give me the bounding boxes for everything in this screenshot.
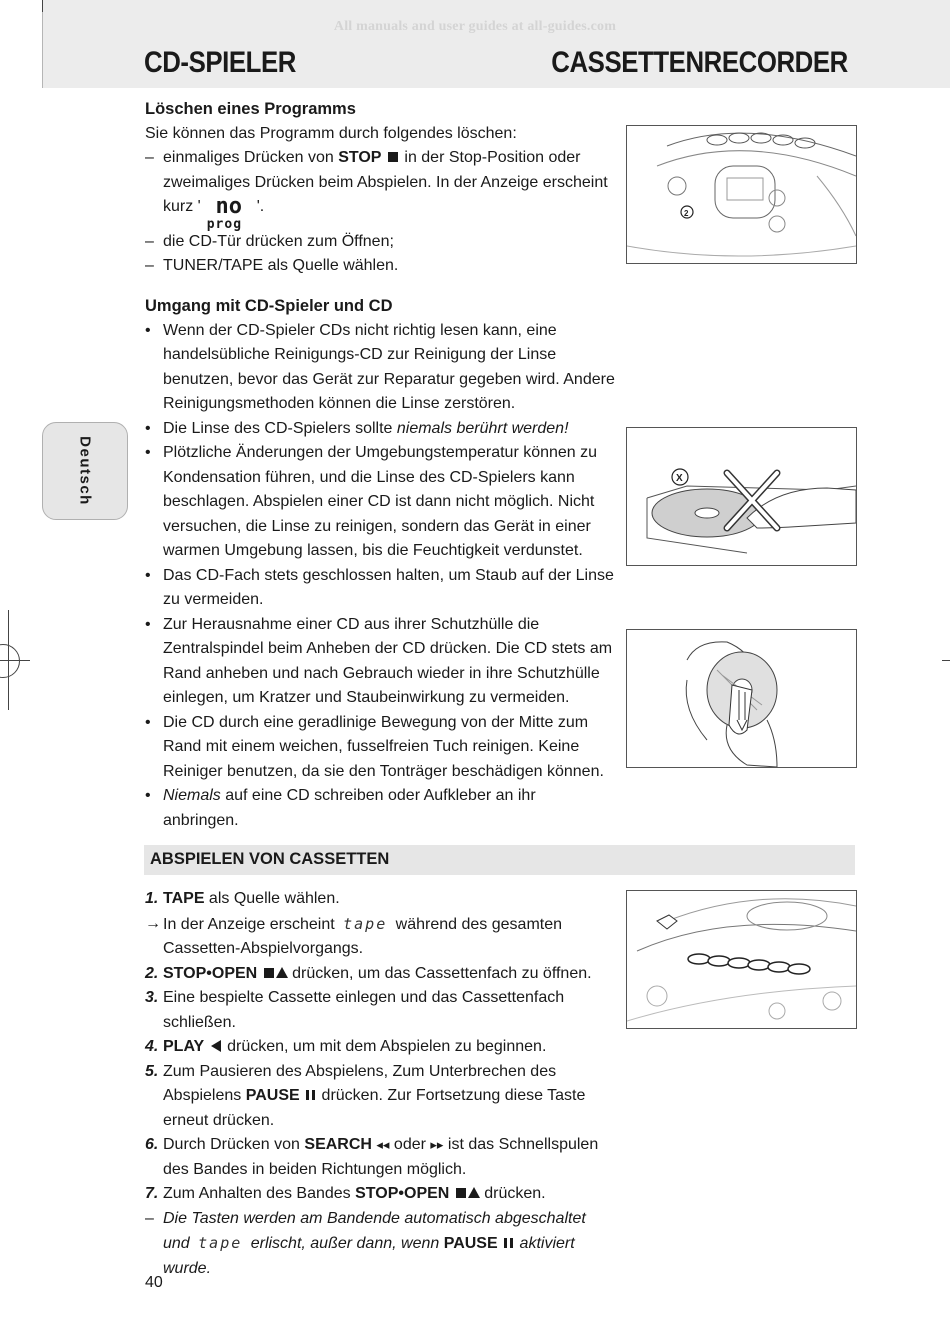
crop-mark <box>942 660 950 661</box>
language-tab-label: Deutsch <box>76 436 94 506</box>
fast-forward-icon: ▸▸ <box>430 1137 444 1152</box>
lens-warning-illustration <box>626 427 857 566</box>
step-2: 2. STOP•OPEN drücken, um das Cassettenfach zu öffnen. <box>145 964 592 982</box>
pause-icon <box>306 1090 315 1100</box>
play-icon <box>211 1040 221 1052</box>
step-1-note: → In der Anzeige erscheint tape während des gesamten Cassetten-Abspielvorgangs. <box>145 912 615 962</box>
cd-care-item: • Wenn der CD-Spieler CDs nicht richtig lesen kann, eine handelsübliche Reinigungs-CD zur Reinigung der Linse benutzen, bevor das Gerät zur Reparatur gegeben wird. Andere Reinigungsmethoden können die Linse zerstören. <box>145 321 615 412</box>
step-3: 3. Eine bespielte Cassette einlegen und das Cassettenfach schließen. <box>145 989 565 1031</box>
cassette-buttons-illustration <box>626 890 857 1029</box>
cassette-steps <box>145 887 615 1281</box>
step-7: 7. Zum Anhalten des Bandes STOP•OPEN drücken. <box>145 1185 546 1202</box>
cassette-buttons-drawing <box>627 891 856 1028</box>
clear-program-item: – TUNER/TAPE als Quelle wählen. <box>145 257 399 274</box>
cd-care-item: • Die CD durch eine geradlinige Bewegung von der Mitte zum Rand mit einem weichen, fusselfreien Tuch reinigen. Keine Reiniger benutzen, da sie den Tonträger beschädigen können. <box>145 713 604 780</box>
clear-program-intro: Sie können das Programm durch folgendes löschen: <box>145 124 517 142</box>
stop-icon <box>456 1188 466 1198</box>
header-left-title: CD-SPIELER <box>144 46 296 79</box>
cassette-section-bar <box>144 845 855 875</box>
rewind-icon: ◂◂ <box>376 1137 390 1152</box>
crop-mark <box>42 0 43 12</box>
header-right-title: CASSETTENRECORDER <box>551 46 848 79</box>
language-tab <box>42 422 128 520</box>
registration-mark <box>0 644 20 678</box>
cd-care-section <box>145 294 615 833</box>
clear-program-heading: Löschen eines Programms <box>145 100 356 118</box>
cassette-note: – Die Tasten werden am Bandende automatisch abgeschaltet und tape erlischt, außer dann, wenn PAUSE aktiviert wurde. <box>145 1209 586 1277</box>
cd-care-heading: Umgang mit CD-Spieler und CD <box>145 297 393 315</box>
clear-program-section <box>145 97 615 279</box>
display-tape: tape <box>343 914 388 933</box>
cd-care-item: • Das CD-Fach stets geschlossen halten, um Staub auf der Linse zu vermeiden. <box>145 566 614 608</box>
step-6: 6. Durch Drücken von SEARCH ◂◂ oder ▸▸ ist das Schnellspulen des Bandes in beiden Richtungen möglich. <box>145 1136 599 1178</box>
step-1: 1. TAPE als Quelle wählen. <box>145 890 340 907</box>
step-5: 5. Zum Pausieren des Abspielens, Zum Unterbrechen des Abspielens PAUSE drücken. Zur Fortsetzung diese Taste erneut drücken. <box>145 1062 586 1129</box>
cassette-section-title: ABSPIELEN VON CASSETTEN <box>150 850 390 868</box>
display-no-prog: no prog <box>206 194 243 232</box>
cd-care-item: • Plötzliche Änderungen der Umgebungstemperatur können zu Kondensation führen, und die Linse des CD-Spielers kann beschlagen. Abspielen einer CD ist dann nicht möglich. Nicht versuchen, die Linse zu reinigen, sondern das Gerät in einer warmen Umgebung lassen, bis die Feuchtigkeit verdunstet. <box>145 444 598 559</box>
cd-care-item: • Niemals auf eine CD schreiben oder Aufkleber an ihr anbringen. <box>145 787 536 829</box>
cd-care-item: • Die Linse des CD-Spielers sollte niemals berührt werden! <box>145 419 569 437</box>
cd-care-item: • Zur Herausnahme einer CD aus ihrer Schutzhülle die Zentralspindel beim Anheben der CD drücken. Die CD stets am Rand anheben und nach Gebrauch wieder in ihre Schutzhülle einlegen, um Kratzer und Staubeinwirkung zu vermeiden. <box>145 615 613 706</box>
pause-icon <box>504 1238 513 1248</box>
eject-icon <box>276 967 288 978</box>
stop-icon <box>264 968 274 978</box>
clear-program-item: – einmaliges Drücken von STOP in der Stop-Position oder zweimaliges Drücken beim Abspielen. In der Anzeige erscheint kurz ' no prog '. <box>145 149 608 232</box>
stop-icon <box>388 152 398 162</box>
eject-icon <box>468 1187 480 1198</box>
cd-handling-illustration <box>626 629 857 768</box>
display-tape: tape <box>198 1234 243 1252</box>
arrow-right-icon: → <box>145 914 161 932</box>
page-number: 40 <box>145 1274 163 1291</box>
watermark: All manuals and user guides at all-guides.com <box>333 19 617 34</box>
clear-program-item: – die CD-Tür drücken zum Öffnen; <box>145 232 394 250</box>
fig2-callout: X <box>676 473 683 484</box>
cd-player-illustration <box>626 125 857 264</box>
fig1-callout: 2 <box>684 209 689 218</box>
cd-handling-drawing <box>627 630 856 767</box>
step-4: 4. PLAY drücken, um mit dem Abspielen zu beginnen. <box>145 1038 547 1055</box>
cd-player-drawing <box>627 126 856 263</box>
lens-warning-drawing <box>627 428 856 565</box>
